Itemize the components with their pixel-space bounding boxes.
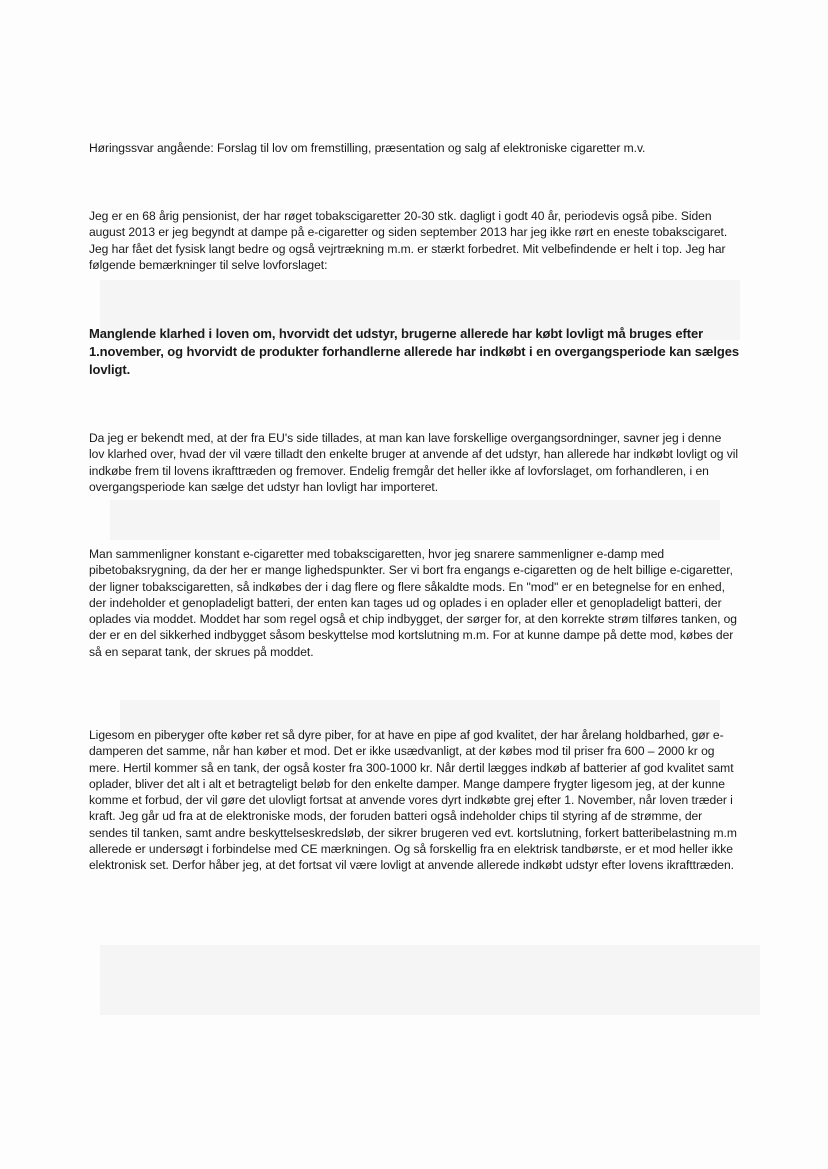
show-through-area	[100, 945, 760, 1015]
paragraph-mods-explained: Man sammenligner konstant e-cigaretter med tobakscigaretten, hvor jeg snarere sammenligner e-damp med pibetobaksrygning, da der her er mange lighedspunkter. Ser vi bort fra engangs e-cigaretten og de helt billige e-cigaretter, der ligner tobakscigaretten, så indkøbes der i dag flere og flere såkaldte mods. En "mod" er en betegnelse for en enhed, der indeholder et genopladeligt batteri, der enten kan tages ud og oplades i en oplader eller et genopladeligt batteri, der oplades via moddet. Moddet har som regel også et chip indbygget, der sørger for, at den korrekte strøm tilføres tanken, og der er en del sikkerhed indbygget såsom beskyttelse mod kortslutning m.m. For at kunne dampe på dette mod, købes der så en separat tank, der skrues på moddet.	[89, 547, 737, 659]
section-heading: Manglende klarhed i loven om, hvorvidt det udstyr, brugerne allerede har købt lovligt må bruges efter 1.november, og hvorvidt de produkter forhandlerne allerede har indkøbt i en overgangsperiode kan sælges lovligt.	[89, 326, 739, 377]
show-through-area	[110, 500, 720, 540]
paragraph-transition-rules: Da jeg er bekendt med, at der fra EU's side tillades, at man kan lave forskellige overgangsordninger, savner jeg i denne lov klarhed over, hvad der vil være tilladt den enkelte bruger at anvende af det udstyr, han allerede har indkøbt lovligt og vil indkøbe frem til lovens ikrafttræden og fremover. Endelig fremgår det heller ikke af lovforslaget, om forhandleren, i en overgangsperiode kan sælge det udstyr han lovligt har importeret.	[89, 431, 739, 494]
intro-paragraph: Jeg er en 68 årig pensionist, der har røget tobakscigaretter 20-30 stk. dagligt i godt 40 år, periodevis også pibe. Siden august 2013 er jeg begyndt at dampe på e-cigaretter og siden september 2013 har jeg ikke rørt en eneste tobakscigaret. Jeg har fået det fysisk langt bedre og også vejrtrækning m.m. er stærkt forbedret. Mit velbefindende er helt i top. Jeg har følgende bemærkninger til selve lovforslaget:	[89, 209, 728, 272]
subject-line: Høringssvar angående: Forslag til lov om fremstilling, præsentation og salg af elektroniske cigaretter m.v.	[89, 141, 646, 155]
paragraph-pipe-comparison: Ligesom en piberyger ofte køber ret så dyre piber, for at have en pipe af god kvalitet, der har årelang holdbarhed, gør e-damperen det samme, når han køber et mod. Det er ikke usædvanligt, at der købes mod til priser fra 600 – 2000 kr og mere. Hertil kommer så en tank, der også koster fra 300-1000 kr. Når dertil lægges indkøb af batterier af god kvalitet samt oplader, bliver det alt i alt et betragteligt beløb for den enkelte damper. Mange dampere frygter ligesom jeg, at der kunne komme et forbud, der vil gøre det ulovligt fortsat at anvende vores dyrt indkøbte grej efter 1. November, når loven træder i kraft. Jeg går ud fra at de elektroniske mods, der foruden batteri også indeholder chips til styring af de strømme, der sendes til tanken, samt andre beskyttelseskredsløb, der sikrer brugeren ved evt. kortslutning, forkert batteribelastning m.m allerede er undersøgt i forbindelse med CE mærkningen. Og så forskellig fra en elektrisk tandbørste, er et mod heller ikke elektronisk set. Derfor håber jeg, at det fortsat vil være lovligt at anvende allerede indkøbt udstyr efter lovens ikrafttræden.	[89, 728, 737, 873]
